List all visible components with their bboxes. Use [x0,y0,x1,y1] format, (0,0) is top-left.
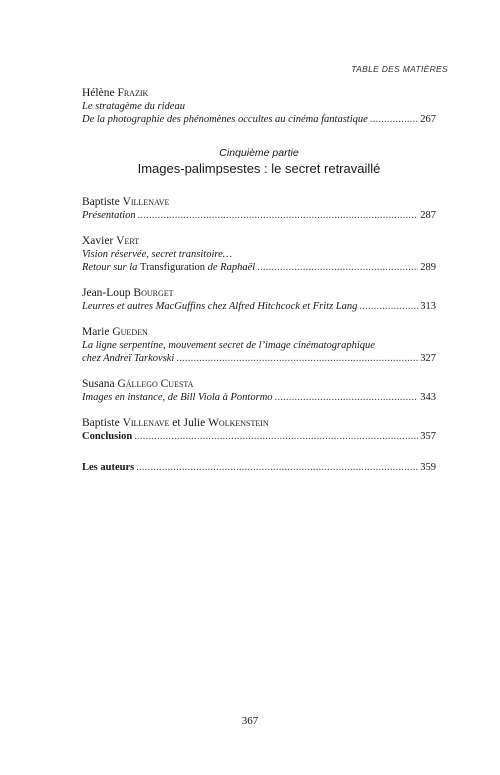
dot-leader [275,391,419,404]
part-title: Images-palimpsestes : le secret retravaillé [137,161,381,176]
author-name [82,234,436,248]
toc-entry-authors [82,461,436,474]
chapter-title-row[interactable] [82,391,436,404]
chapter-title [82,261,255,274]
author-first-name: Hélène [82,87,115,99]
chapter-title: De la photographie des phénomènes occultes au cinéma fantastique [82,114,368,125]
author-last-name: Gállego Cuesta [117,378,194,390]
author-last-name: Frazik [117,87,149,99]
page-folio: 367 [241,715,259,727]
toc-entry-conclusion [82,416,436,443]
chapter-title: Leurres et autres MacGuffins chez Alfred Hitchcock et Fritz Lang [82,301,358,312]
author2-first-name: Julie [183,417,206,429]
author-name [82,86,436,100]
dot-leader [370,113,418,126]
chapter-title-row[interactable] [82,113,436,126]
chapter-title-row[interactable] [82,461,436,474]
chapter-title-line: Le stratagème du rideau [82,101,185,112]
part-header [82,146,436,177]
part-subtitle: Cinquième partie [219,147,299,159]
author-last-name: Vert [116,235,140,247]
author-conjunction: et [169,417,184,429]
page-number: 359 [420,462,436,473]
page-number: 267 [420,114,436,125]
chapter-title: Les auteurs [82,462,135,473]
toc-entry-gueden [82,325,436,365]
dot-leader [176,352,418,365]
title-part-roman: Transfiguration [140,262,205,273]
page-number: 357 [420,431,436,442]
author-name [82,286,436,300]
author-first-name: Baptiste [82,196,120,208]
author-name [82,195,436,209]
toc-entry-bourget [82,286,436,313]
chapter-title-line: Vision réservée, secret transitoire… [82,249,233,260]
page-number: 327 [420,353,436,364]
toc-entry-frazik [82,86,436,126]
dot-leader [359,300,418,313]
author-first-name: Susana [82,378,115,390]
chapter-title-row[interactable] [82,300,436,313]
chapter-title-row[interactable] [82,261,436,274]
author-first-name: Marie [82,326,110,338]
author-name [82,416,436,430]
title-part-italic: de Raphaël [205,262,256,273]
chapter-title-line: La ligne serpentine, mouvement secret de l’image cinématographique [82,340,375,351]
author-name [82,377,436,391]
chapter-title-row[interactable] [82,430,436,443]
toc-entry-vert [82,234,436,274]
page-number: 313 [420,301,436,312]
author-first-name: Baptiste [82,417,120,429]
page-number: 287 [420,210,436,221]
author-first-name: Xavier [82,235,114,247]
dot-leader [136,461,418,474]
dot-leader [138,209,419,222]
author-last-name: Villenave [122,196,170,208]
author-last-name: Gueden [112,326,148,338]
author2-last-name: Wolkenstein [208,417,269,429]
dot-leader [134,430,418,443]
toc-entry-gallego-cuesta [82,377,436,404]
author-last-name: Villenave [122,417,170,429]
chapter-title-row[interactable] [82,352,436,365]
author-last-name: Bourget [133,287,174,299]
page-number: 289 [420,262,436,273]
author-first-name: Jean-Loup [82,287,131,299]
chapter-title: Présentation [82,210,136,221]
chapter-title: Images en instance, de Bill Viola à Pontormo [82,392,273,403]
toc-entry-villenave [82,195,436,222]
author-name [82,325,436,339]
table-of-contents [82,86,436,486]
page-number: 343 [420,392,436,403]
chapter-title-row[interactable] [82,209,436,222]
running-head: TABLE DES MATIÈRES [351,64,448,74]
chapter-title: chez Andreï Tarkovski [82,353,175,364]
title-part-italic: Retour sur la [82,262,141,273]
chapter-title: Conclusion [82,431,133,442]
dot-leader [257,261,418,274]
